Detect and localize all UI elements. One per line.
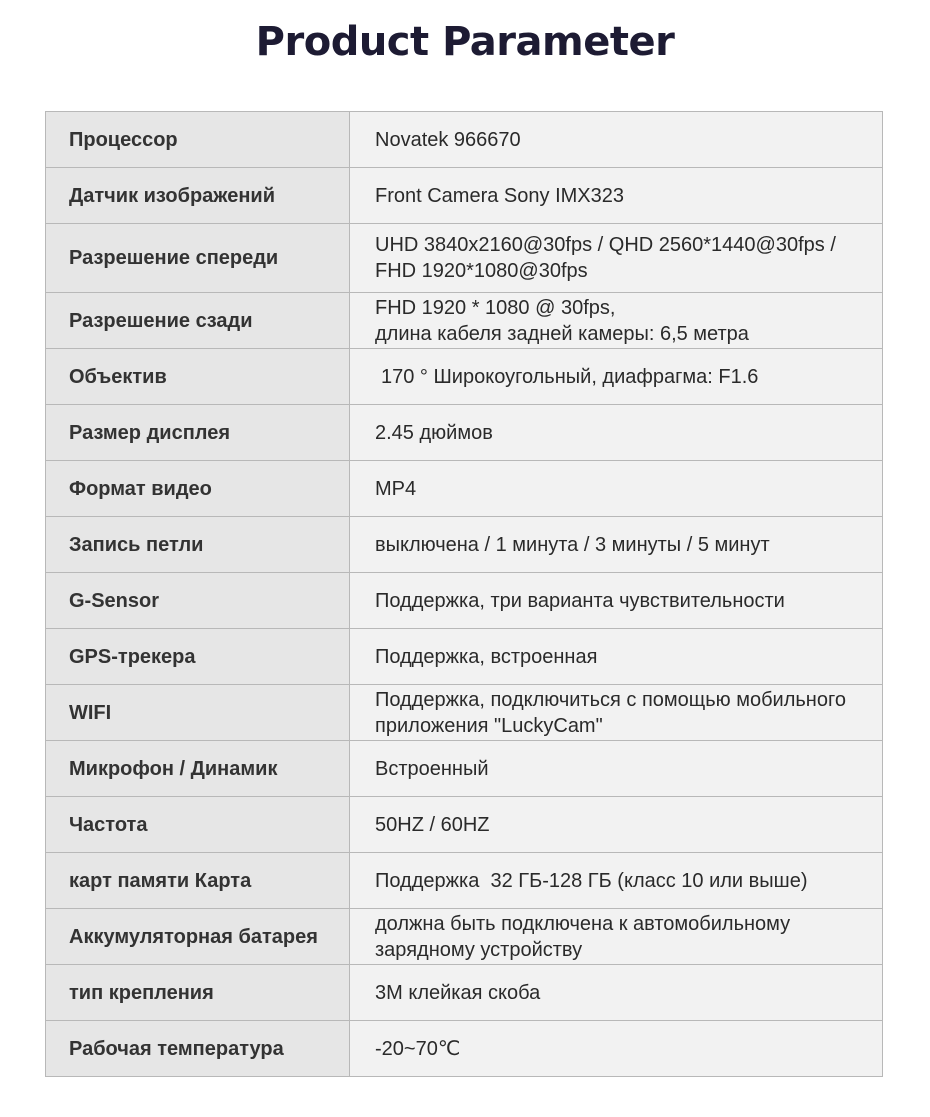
spec-label: Объектив xyxy=(46,349,350,405)
spec-label: Размер дисплея xyxy=(46,405,350,461)
spec-row-loop-recording xyxy=(46,517,883,573)
spec-label: Разрешение спереди xyxy=(46,224,350,293)
spec-label: GPS-трекера xyxy=(46,629,350,685)
spec-value: -20~70℃ xyxy=(350,1021,883,1077)
spec-value: MP4 xyxy=(350,461,883,517)
spec-row-mount-type xyxy=(46,965,883,1021)
spec-row-g-sensor xyxy=(46,573,883,629)
spec-row-processor xyxy=(46,112,883,168)
spec-label: Микрофон / Динамик xyxy=(46,741,350,797)
spec-label: Рабочая температура xyxy=(46,1021,350,1077)
spec-row-battery xyxy=(46,909,883,965)
spec-value: Поддержка 32 ГБ-128 ГБ (класс 10 или выше) xyxy=(350,853,883,909)
spec-label: тип крепления xyxy=(46,965,350,1021)
spec-label: Разрешение сзади xyxy=(46,293,350,349)
spec-value: Поддержка, три варианта чувствительности xyxy=(350,573,883,629)
spec-value: Front Camera Sony IMX323 xyxy=(350,168,883,224)
spec-row-frequency xyxy=(46,797,883,853)
spec-value: 3M клейкая скоба xyxy=(350,965,883,1021)
spec-label: Частота xyxy=(46,797,350,853)
spec-value: Встроенный xyxy=(350,741,883,797)
spec-row-video-format xyxy=(46,461,883,517)
spec-value: 2.45 дюймов xyxy=(350,405,883,461)
spec-table xyxy=(45,111,883,1077)
spec-label: G-Sensor xyxy=(46,573,350,629)
spec-row-gps xyxy=(46,629,883,685)
spec-value: Novatek 966670 xyxy=(350,112,883,168)
spec-label: Датчик изображений xyxy=(46,168,350,224)
spec-value: FHD 1920 * 1080 @ 30fps, длина кабеля задней камеры: 6,5 метра xyxy=(350,293,883,349)
spec-label: Формат видео xyxy=(46,461,350,517)
spec-value: 50HZ / 60HZ xyxy=(350,797,883,853)
spec-value: должна быть подключена к автомобильному зарядному устройству xyxy=(350,909,883,965)
spec-row-memory-card xyxy=(46,853,883,909)
page-title: Product Parameter xyxy=(255,19,675,65)
spec-row-image-sensor xyxy=(46,168,883,224)
spec-label: карт памяти Карта xyxy=(46,853,350,909)
spec-row-rear-resolution xyxy=(46,293,883,349)
spec-row-lens xyxy=(46,349,883,405)
spec-label: Аккумуляторная батарея xyxy=(46,909,350,965)
spec-row-display-size xyxy=(46,405,883,461)
spec-row-wifi xyxy=(46,685,883,741)
spec-value: выключена / 1 минута / 3 минуты / 5 минут xyxy=(350,517,883,573)
spec-row-front-resolution xyxy=(46,224,883,293)
spec-value: 170 ° Широкоугольный, диафрагма: F1.6 xyxy=(350,349,883,405)
spec-value: UHD 3840x2160@30fps / QHD 2560*1440@30fps / FHD 1920*1080@30fps xyxy=(350,224,883,293)
spec-label: WIFI xyxy=(46,685,350,741)
spec-row-mic-speaker xyxy=(46,741,883,797)
spec-value: Поддержка, подключиться с помощью мобильного приложения "LuckyCam" xyxy=(350,685,883,741)
spec-label: Запись петли xyxy=(46,517,350,573)
spec-row-operating-temperature xyxy=(46,1021,883,1077)
spec-label: Процессор xyxy=(46,112,350,168)
spec-value: Поддержка, встроенная xyxy=(350,629,883,685)
